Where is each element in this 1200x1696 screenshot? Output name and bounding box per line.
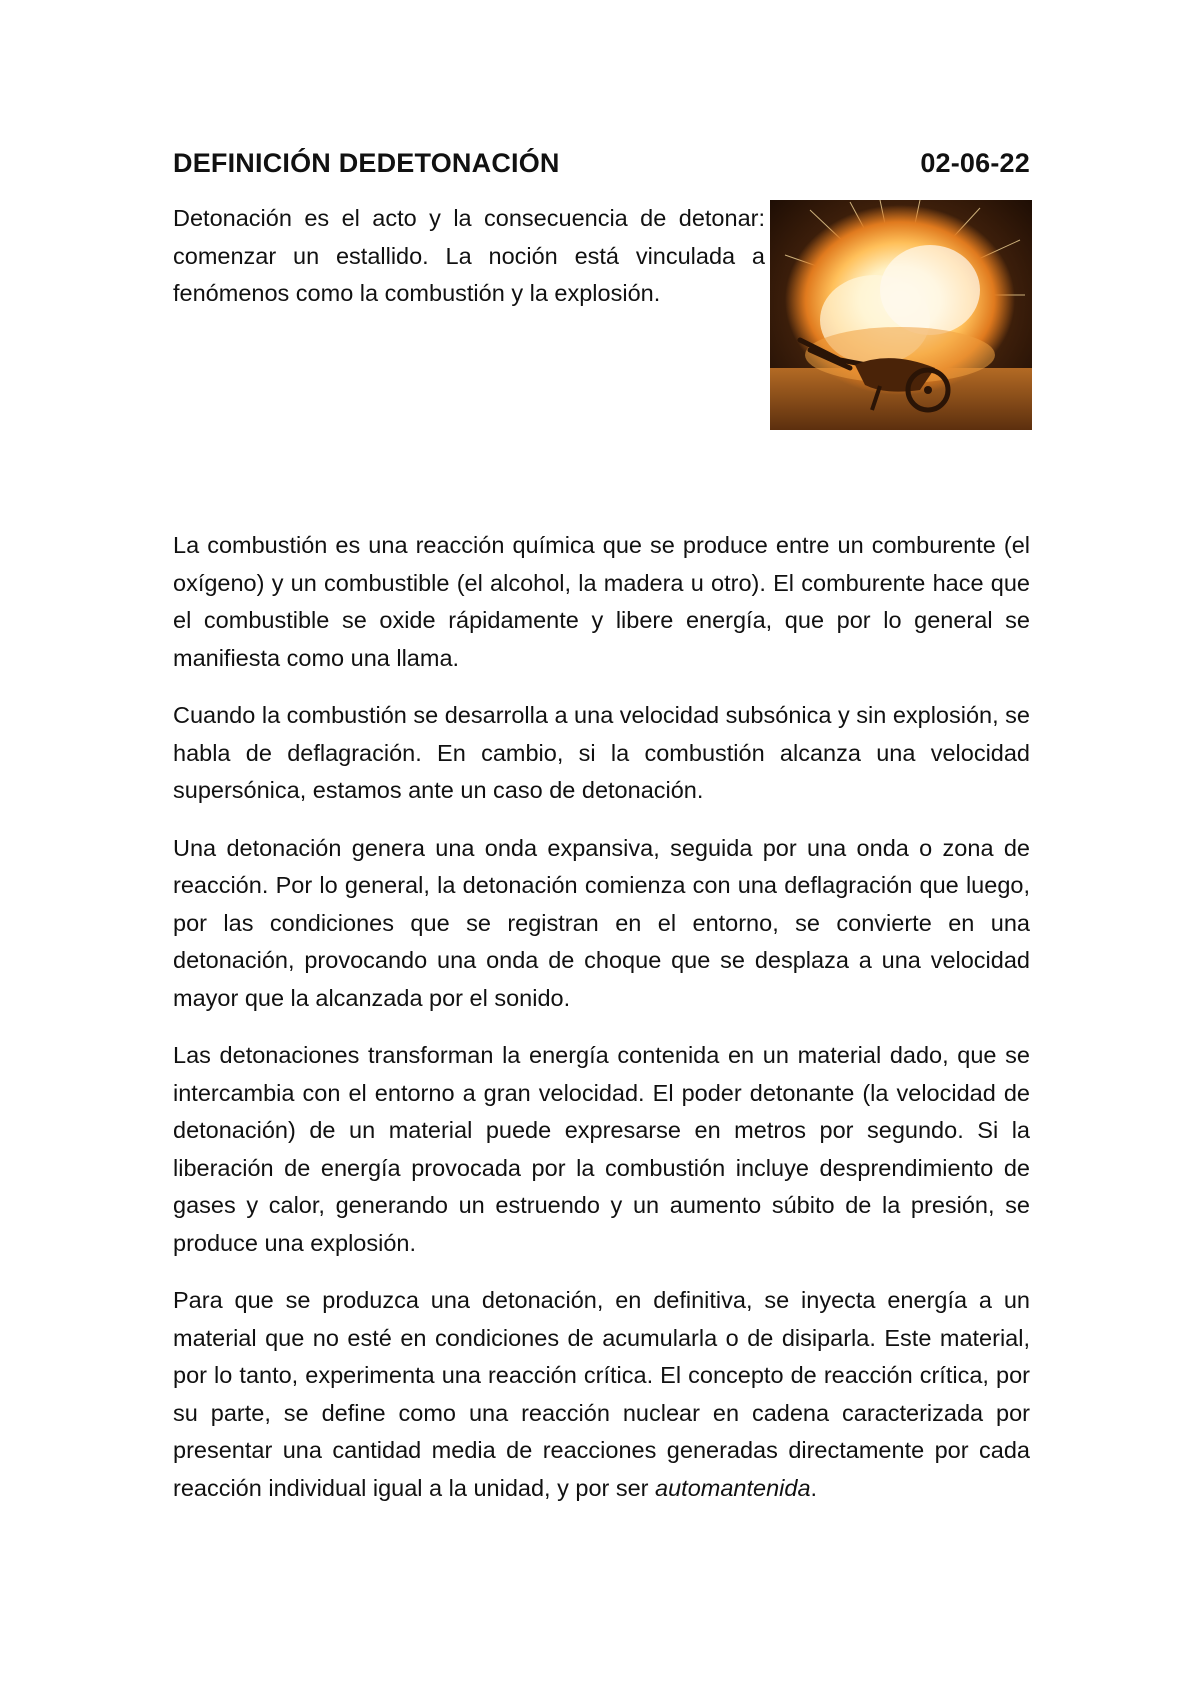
paragraph-3: Una detonación genera una onda expansiva, seguida por una onda o zona de reacción. Por lo general, la detonación comienza con una deflagración que luego, por las condiciones que se registran en el entorno, se convierte en una detonación, provocando una onda de choque que se desplaza a una velocidad mayor que la alcanzada por el sonido.: [173, 834, 1030, 1011]
paragraph-5: [173, 1282, 1030, 1507]
document-title: DEFINICIÓN DEDETONACIÓN: [173, 148, 560, 178]
paragraph-4: Las detonaciones transforman la energía contenida en un material dado, que se intercambia con el entorno a gran velocidad. El poder detonante (la velocidad de detonación) de un material puede expresarse en metros por segundo. Si la liberación de energía provocada por la combustión incluye desprendimiento de gases y calor, generando un estruendo y un aumento súbito de la presión, se produce una explosión.: [173, 1042, 1030, 1256]
paragraph-2: Cuando la combustión se desarrolla a una velocidad subsónica y sin explosión, se habla de deflagración. En cambio, si la combustión alcanza una velocidad supersónica, estamos ante un caso de detonación.: [173, 702, 1030, 803]
emphasis-term: automantenida: [655, 1474, 811, 1501]
intro-paragraph: Detonación es el acto y la consecuencia de detonar: comenzar un estallido. La noción está vinculada a fenómenos como la combustión y la explosión.: [173, 205, 765, 306]
paragraph-1: La combustión es una reacción química que se produce entre un comburente (el oxígeno) y un combustible (el alcohol, la madera u otro). El comburente hace que el combustible se oxide rápidamente y libere energía, que por lo general se manifiesta como una llama.: [173, 532, 1030, 671]
document-header: [173, 148, 1030, 188]
paragraph-5-text: Para que se produzca una detonación, en definitiva, se inyecta energía a un material que no esté en condiciones de acumularla o de disiparla. Este material, por lo tanto, experimenta una reacción crítica. El concepto de reacción crítica, por su parte, se define como una reacción nuclear en cadena caracterizada por presentar una cantidad media de reacciones generadas directamente por cada reacción individual igual a la unidad, y por ser: [173, 1287, 1030, 1501]
body-text: [173, 527, 1030, 1527]
document-date: 02-06-22: [920, 148, 1030, 178]
explosion-photo: [770, 200, 1032, 430]
paragraph-5-end: .: [810, 1474, 818, 1501]
